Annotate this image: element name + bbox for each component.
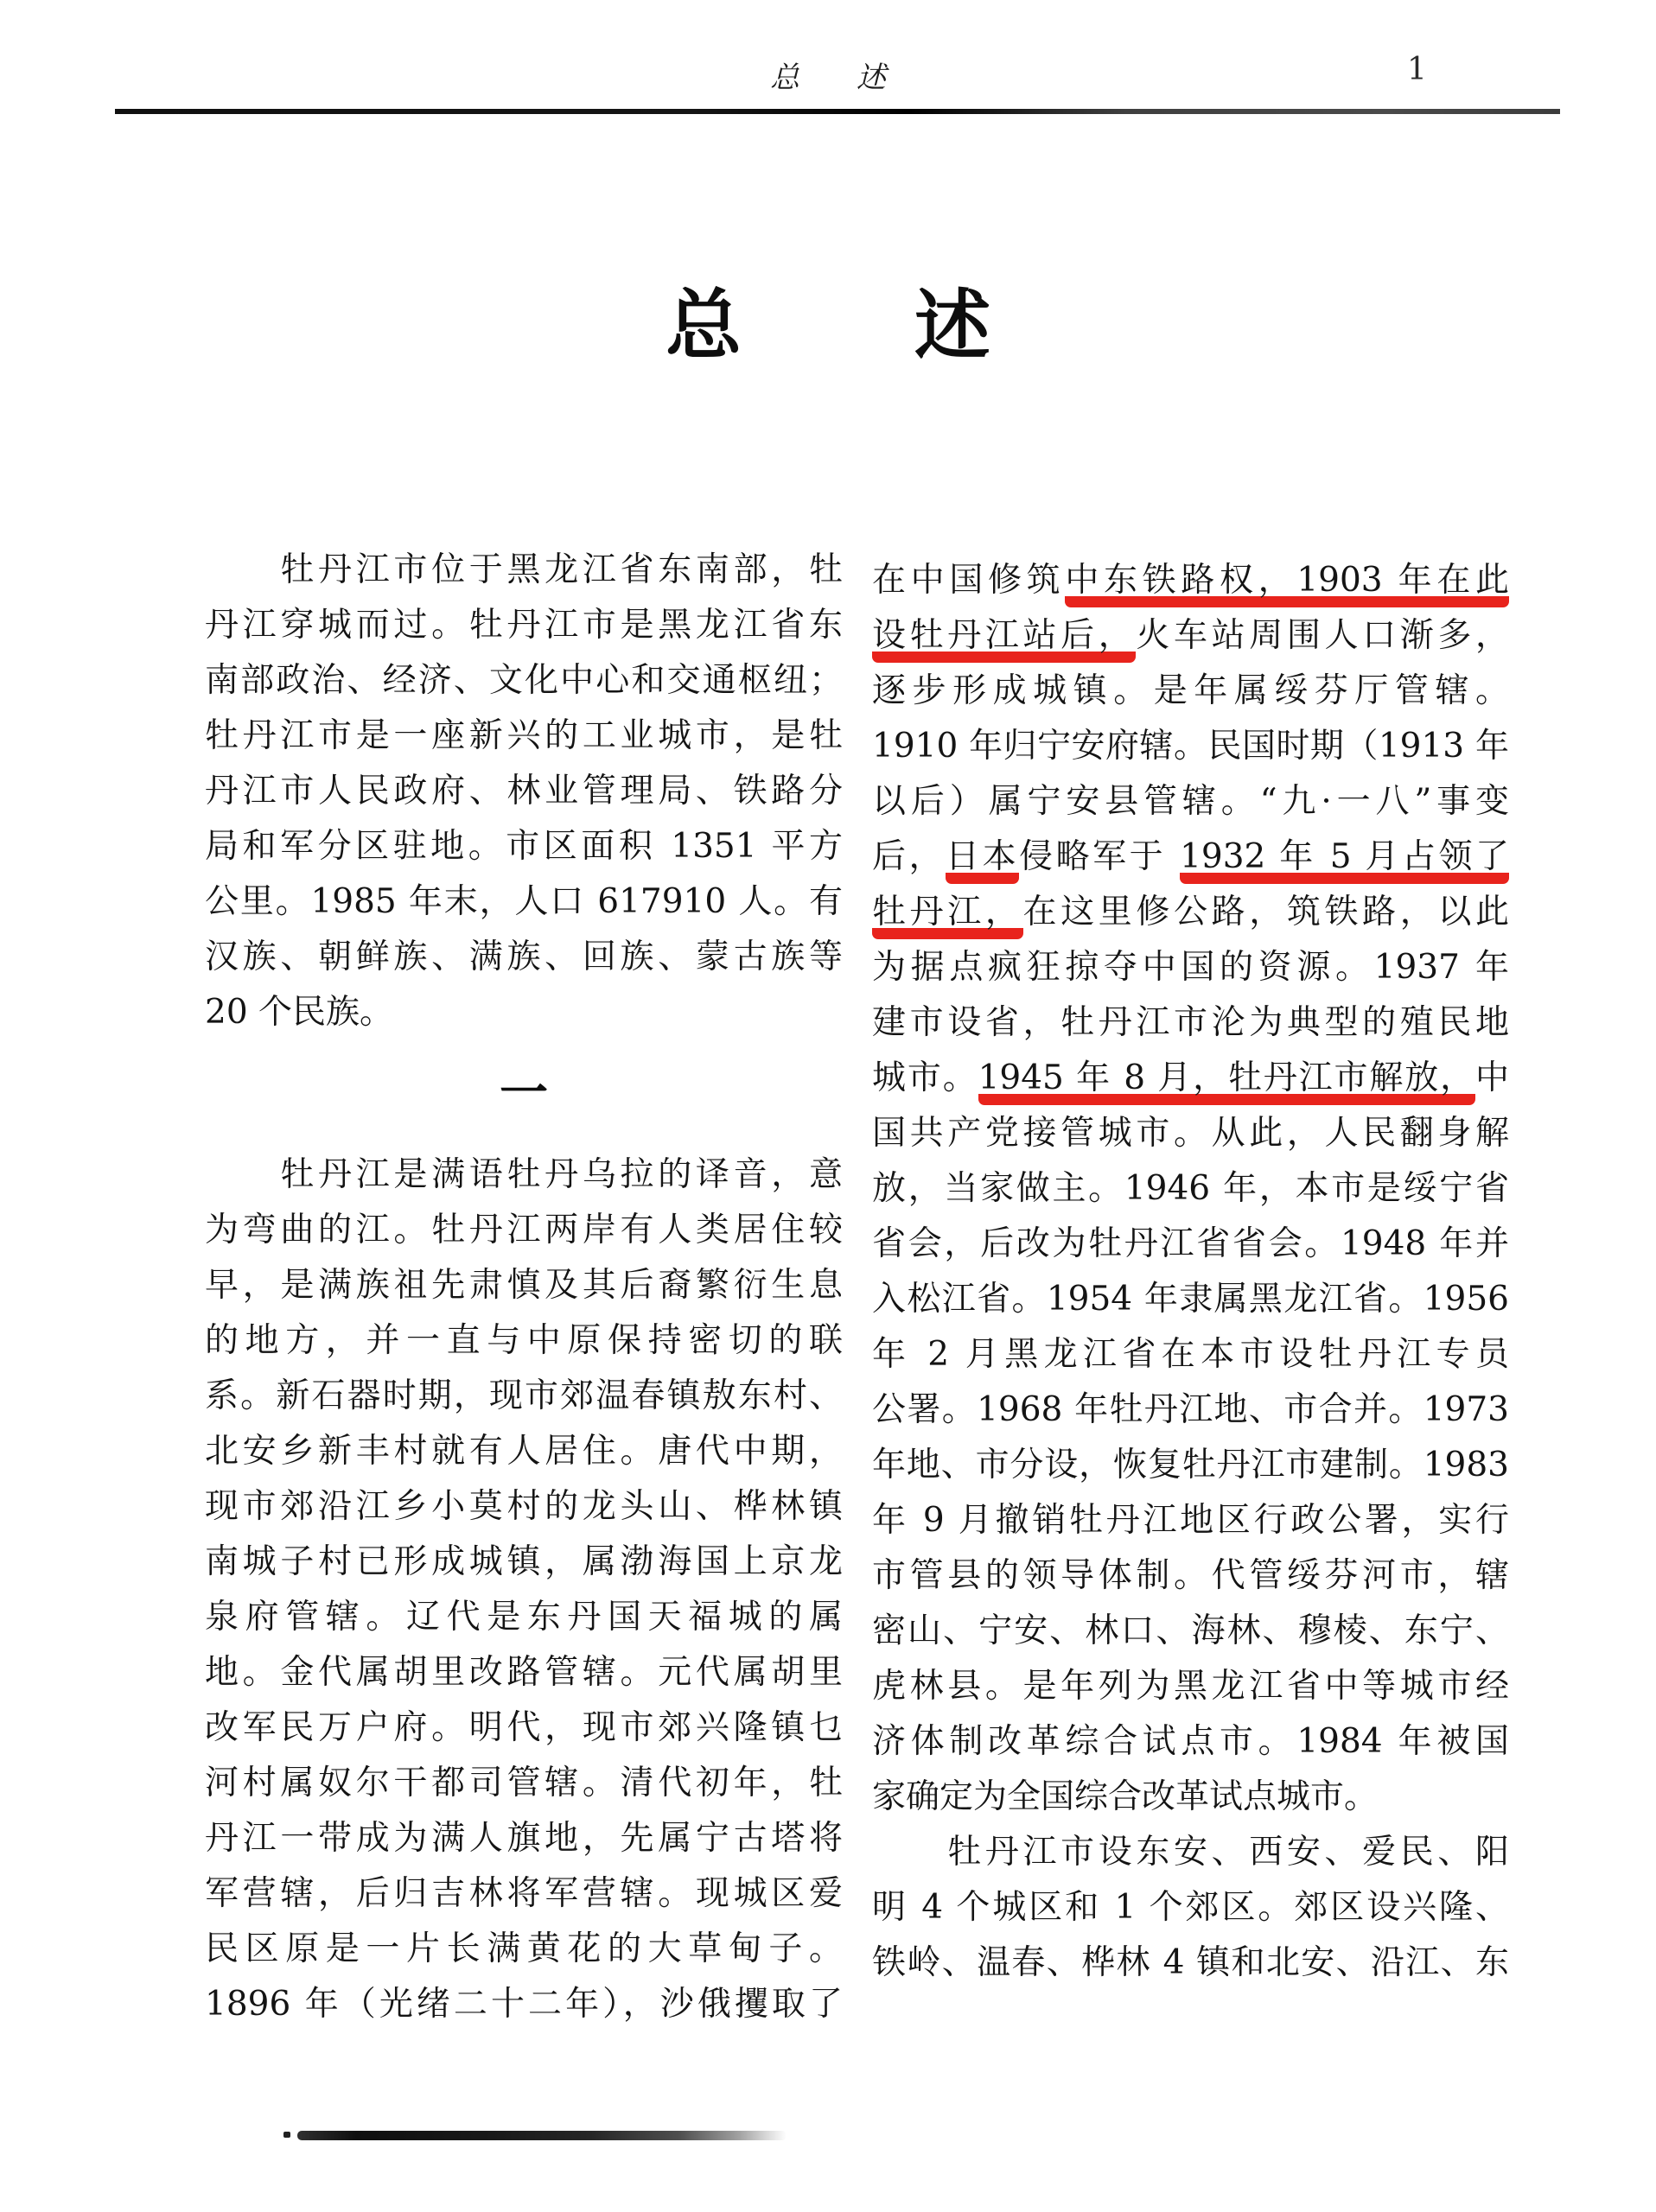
page-number: 1	[1407, 52, 1427, 87]
text-segment: 济体制改革综合试点市。1984 年被国	[872, 1722, 1509, 1761]
text-segment: 牡丹江市设东安、西安、爱民、阳	[872, 1833, 1509, 1872]
text-line	[872, 1438, 1509, 1493]
text-segment: 局和军分区驻地。市区面积 1351 平方	[205, 827, 843, 866]
text-line	[872, 664, 1509, 719]
text-line	[872, 1051, 1509, 1106]
text-line	[872, 1825, 1509, 1880]
text-segment: 公里。1985 年末，人口 617910 人。有	[205, 882, 843, 921]
text-segment: 汉族、朝鲜族、满族、回族、蒙古族等	[205, 938, 843, 976]
text-segment: 1910 年归宁安府辖。民国时期（1913 年	[872, 727, 1509, 766]
text-segment: 城市。	[872, 1058, 978, 1097]
page-title-text: 总 述	[665, 281, 1039, 370]
text-line	[872, 1493, 1509, 1548]
text-segment: 南部政治、经济、文化中心和交通枢纽；	[205, 661, 843, 700]
text-line	[205, 1590, 843, 1645]
text-line	[872, 830, 1509, 885]
text-segment: 年地、市分设，恢复牡丹江市建制。1983	[872, 1446, 1509, 1484]
header-rule	[115, 109, 1560, 114]
section-divider-glyph: 一	[500, 1065, 548, 1122]
text-segment: 以后）属宁安县管辖。“九·一八”事变	[872, 782, 1509, 821]
text-line	[205, 1479, 843, 1535]
text-line	[205, 1700, 843, 1756]
text-segment: 为弯曲的江。牡丹江两岸有人类居住较	[205, 1211, 843, 1249]
text-line	[205, 1977, 843, 2032]
text-segment: 市管县的领导体制。代管绥芬河市，辖	[872, 1556, 1509, 1595]
right-column	[872, 553, 1509, 1991]
text-segment: 明 4 个城区和 1 个郊区。郊区设兴隆、	[872, 1888, 1509, 1927]
text-line	[872, 608, 1509, 664]
running-header-text: 总 述	[770, 60, 900, 95]
text-segment: 家确定为全国综合改革试点城市。	[872, 1777, 1379, 1816]
text-line	[205, 1203, 843, 1258]
text-line	[205, 1147, 843, 1203]
text-line	[205, 598, 843, 653]
text-segment: 国共产党接管城市。从此，人民翻身解	[872, 1114, 1509, 1153]
text-line	[205, 764, 843, 819]
page-title	[0, 278, 1656, 373]
section-divider	[205, 1040, 843, 1147]
text-segment: 虎林县。是年列为黑龙江省中等城市经	[872, 1667, 1509, 1706]
text-line	[872, 1272, 1509, 1327]
text-segment: 省会，后改为牡丹江省省会。1948 年并	[872, 1224, 1509, 1263]
text-segment: 南城子村已形成城镇，属渤海国上京龙	[205, 1542, 843, 1581]
text-segment: 入松江省。1954 年隶属黑龙江省。1956	[872, 1280, 1509, 1319]
text-segment: 逐步形成城镇。是年属绥芬厅管辖。	[872, 671, 1509, 710]
red-underlined-text: 设牡丹江站后，	[872, 616, 1136, 663]
text-segment: 改军民万户府。明代，现市郊兴隆镇乜	[205, 1708, 843, 1747]
text-line	[872, 995, 1509, 1051]
text-segment: 火车站周围人口渐多，	[1136, 616, 1509, 655]
text-segment: 密山、宁安、林口、海林、穆棱、东宁、	[872, 1611, 1509, 1650]
text-line	[205, 1866, 843, 1922]
text-line	[205, 653, 843, 709]
text-segment: 中	[1474, 1058, 1509, 1097]
text-line	[872, 1327, 1509, 1382]
text-segment: 为据点疯狂掠夺中国的资源。1937 年	[872, 948, 1509, 987]
text-line	[872, 1604, 1509, 1659]
text-segment: 牡丹江市是一座新兴的工业城市，是牡	[205, 716, 843, 755]
text-segment: 早，是满族祖先肃慎及其后裔繁衍生息	[205, 1266, 843, 1305]
text-segment: 现市郊沿江乡小莫村的龙头山、桦林镇	[205, 1487, 843, 1526]
text-segment: 20 个民族。	[205, 993, 394, 1032]
text-line	[872, 553, 1509, 608]
text-line	[872, 1217, 1509, 1272]
text-segment: 年 2 月黑龙江省在本市设牡丹江专员	[872, 1335, 1509, 1374]
text-segment: 丹江市人民政府、林业管理局、铁路分	[205, 772, 843, 810]
text-line	[872, 1936, 1509, 1991]
text-segment: 民区原是一片长满黄花的大草甸子。	[205, 1929, 843, 1968]
red-underlined-text: 中东铁路权，1903 年在此	[1065, 561, 1509, 607]
red-underlined-text: 日本	[946, 837, 1019, 884]
text-segment: 铁岭、温春、桦林 4 镇和北安、沿江、东	[872, 1943, 1509, 1982]
text-line	[872, 1161, 1509, 1217]
text-line	[205, 1369, 843, 1424]
red-underlined-text: 1945 年 8 月，牡丹江市解放，	[978, 1058, 1475, 1105]
text-line	[872, 1106, 1509, 1161]
text-line	[872, 1714, 1509, 1770]
text-segment: 公署。1968 年牡丹江地、市合并。1973	[872, 1390, 1509, 1429]
text-segment: 地。金代属胡里改路管辖。元代属胡里	[205, 1653, 843, 1692]
text-segment: 侵略军于	[1019, 837, 1181, 876]
text-segment: 1896 年（光绪二十二年），沙俄攫取了	[205, 1985, 843, 2024]
left-column	[205, 543, 843, 2032]
text-line	[205, 930, 843, 985]
text-segment: 后，	[872, 837, 946, 876]
text-line	[205, 1535, 843, 1590]
text-line	[205, 819, 843, 874]
text-line	[872, 719, 1509, 774]
text-line	[205, 1811, 843, 1866]
text-segment: 建市设省，牡丹江市沦为典型的殖民地	[872, 1003, 1509, 1042]
text-segment: 北安乡新丰村就有人居住。唐代中期，	[205, 1432, 843, 1471]
text-segment: 牡丹江市位于黑龙江省东南部，牡	[205, 550, 843, 589]
text-segment: 泉府管辖。辽代是东丹国天福城的属	[205, 1598, 843, 1637]
text-segment: 年 9 月撤销牡丹江地区行政公署，实行	[872, 1501, 1509, 1540]
text-segment: 系。新石器时期，现市郊温春镇敖东村、	[205, 1376, 843, 1415]
text-line	[205, 1756, 843, 1811]
text-segment: 军营辖，后归吉林将军营辖。现城区爱	[205, 1874, 843, 1913]
text-line	[872, 1382, 1509, 1438]
text-line	[205, 1424, 843, 1479]
text-line	[205, 1645, 843, 1700]
text-line	[205, 543, 843, 598]
text-segment: 河村属奴尔干都司管辖。清代初年，牡	[205, 1764, 843, 1802]
text-segment: 在中国修筑	[872, 561, 1066, 600]
text-segment: 在这里修公路，筑铁路，以此	[1022, 893, 1509, 931]
red-underlined-text: 牡丹江，	[872, 893, 1023, 939]
text-segment: 牡丹江是满语牡丹乌拉的译音，意	[205, 1155, 843, 1194]
text-line	[205, 1922, 843, 1977]
text-line	[872, 1659, 1509, 1714]
text-segment: 丹江穿城而过。牡丹江市是黑龙江省东	[205, 606, 843, 645]
text-line	[205, 1258, 843, 1313]
red-underlined-text: 1932 年 5 月占领了	[1180, 837, 1509, 884]
text-line	[205, 709, 843, 764]
text-line	[872, 1548, 1509, 1604]
text-line	[872, 1880, 1509, 1936]
text-line	[205, 985, 843, 1040]
text-segment: 的地方，并一直与中原保持密切的联	[205, 1321, 843, 1360]
text-line	[872, 885, 1509, 940]
text-line	[872, 940, 1509, 995]
text-segment: 放，当家做主。1946 年，本市是绥宁省	[872, 1169, 1509, 1208]
text-line	[205, 1313, 843, 1369]
bottom-scan-smudge	[297, 2131, 787, 2140]
text-line	[872, 774, 1509, 830]
text-line	[205, 874, 843, 930]
text-line	[872, 1770, 1509, 1825]
text-segment: 丹江一带成为满人旗地，先属宁古塔将	[205, 1819, 843, 1858]
